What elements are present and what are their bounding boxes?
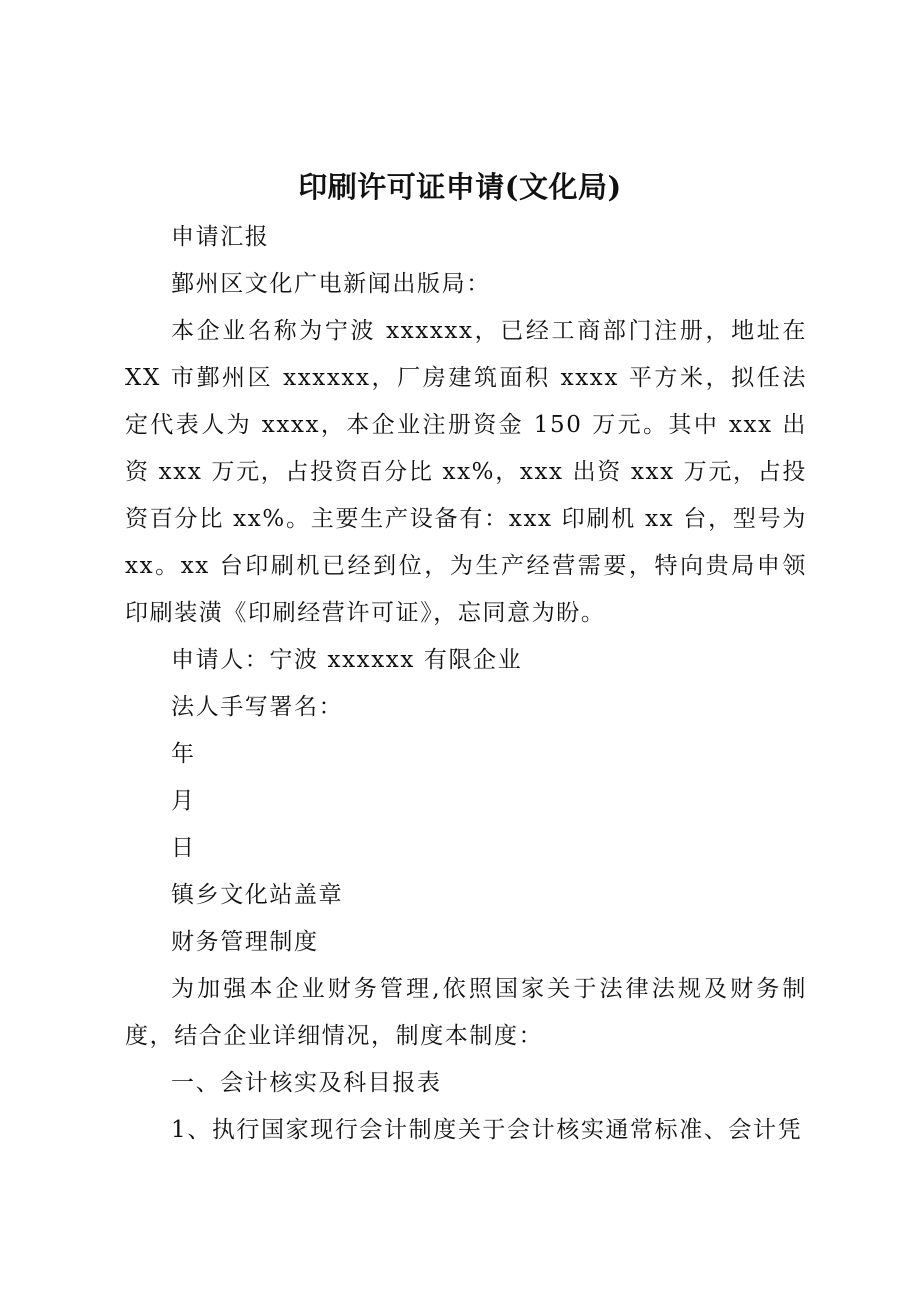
paragraph-finance-intro: 为加强本企业财务管理,依照国家关于法律法规及财务制度，结合企业详细情况，制度本制度： <box>125 976 807 1049</box>
document-title: 印刷许可证申请(文化局) <box>298 170 622 204</box>
paragraph-application-report: 申请汇报 <box>171 224 270 250</box>
paragraph-recipient: 鄞州区文化广电新闻出版局： <box>171 271 491 297</box>
paragraph-section-heading: 一、会计核实及科目报表 <box>171 1070 442 1096</box>
paragraph-applicant: 申请人：宁波 xxxxxx 有限企业 <box>171 647 523 673</box>
paragraph-year: 年 <box>171 741 196 767</box>
paragraph-finance-title: 财务管理制度 <box>171 929 319 955</box>
paragraph-month: 月 <box>171 788 196 814</box>
paragraph-item-one: 1、执行国家现行会计制度关于会计核实通常标准、会计凭 <box>171 1117 803 1143</box>
paragraph-signature-label: 法人手写署名： <box>171 694 344 720</box>
paragraph-application-body: 本企业名称为宁波 xxxxxx，已经工商部门注册，地址在 XX 市鄞州区 xxxxxx，厂房建筑面积 xxxx 平方米，拟任法定代表人为 xxxx，本企业注册资金 150 万元。其中 xxx 出资 xxx 万元，占投资百分比 xx%，xxx 出资 xxx 万元，占投资百分比 xx%。主要生产设备有：xxx 印刷机 xx 台，型号为 xx。xx 台印刷机已经到位，为生产经营需要，特向贵局申领印刷装潢《印刷经营许可证》，忘同意为盼。 <box>125 318 807 626</box>
document-body <box>125 214 807 1154</box>
paragraph-stamp-line: 镇乡文化站盖章 <box>171 882 344 908</box>
paragraph-day: 日 <box>171 835 196 861</box>
